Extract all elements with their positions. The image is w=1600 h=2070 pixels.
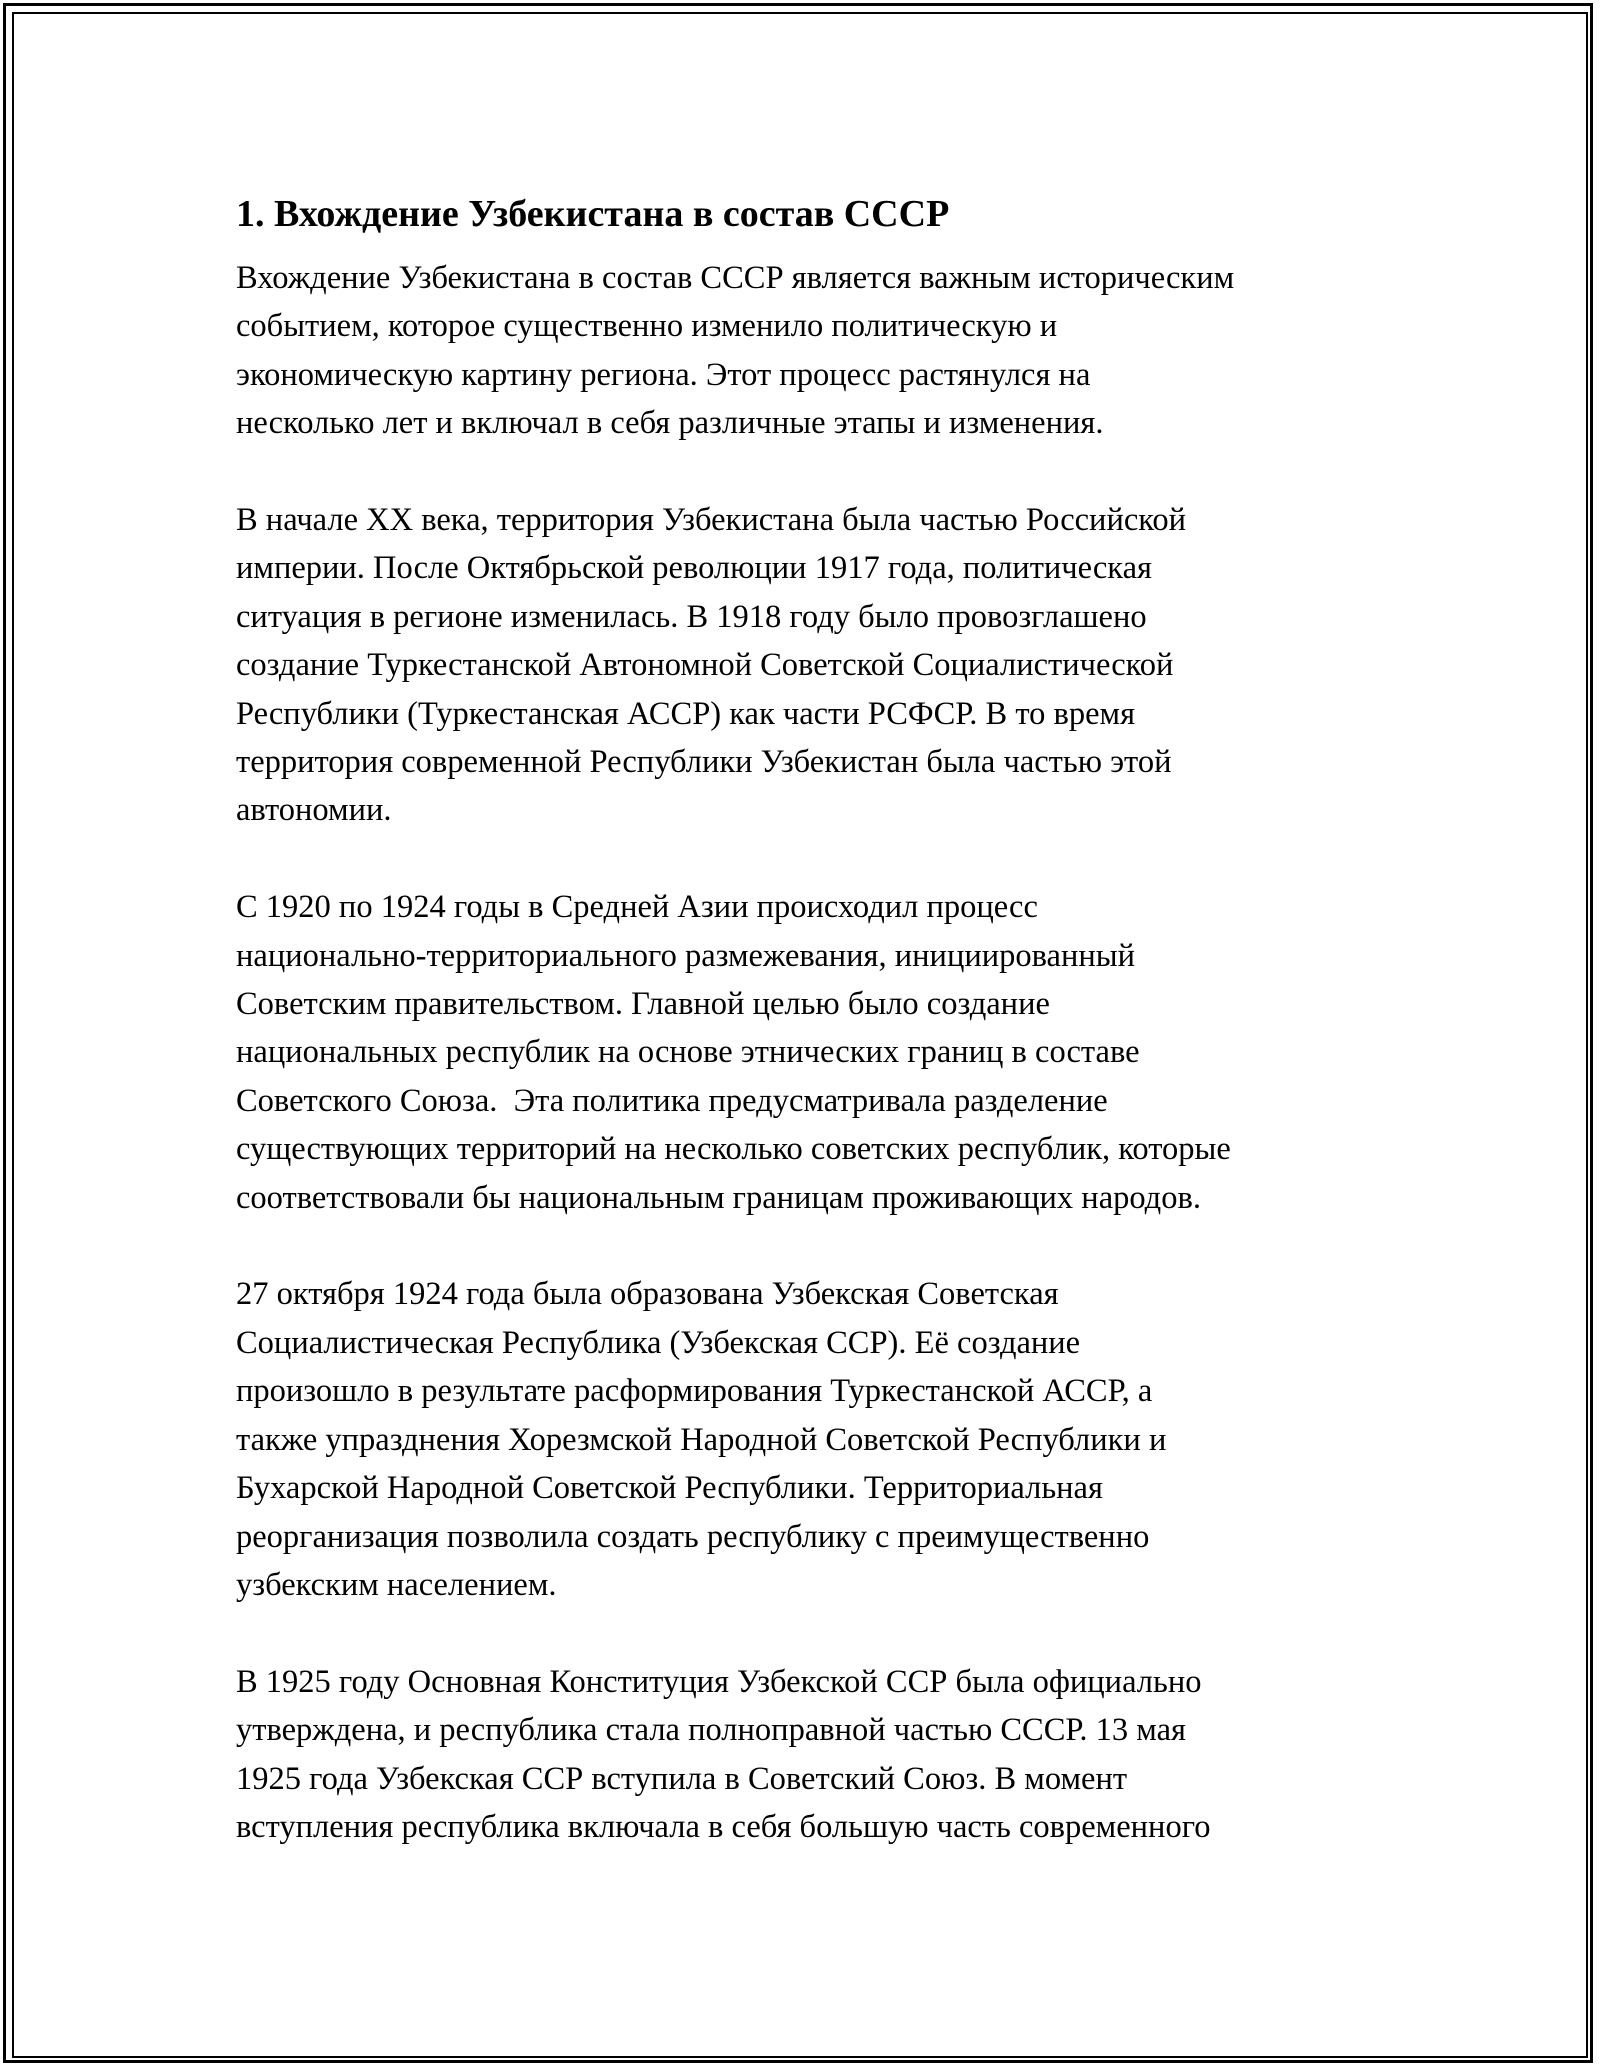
paragraph [236,254,1376,448]
text-line: 27 октября 1924 года была образована Узбекская Советская [236,1276,1059,1313]
text-line: национальных республик на основе этнических границ в составе [236,1034,1140,1071]
text-line: С 1920 по 1924 годы в Средней Азии происходил процесс [236,889,1038,926]
text-line: вступления республика включала в себя большую часть современного [236,1808,1211,1845]
text-line: реорганизация позволила создать республику с преимущественно [236,1518,1150,1555]
text-line: Республики (Туркестанская АССР) как части РСФСР. В то время [236,695,1136,732]
paragraph [236,883,1376,1222]
text-line: произошло в результате расформирования Туркестанской АССР, а [236,1373,1153,1410]
text-line: экономическую картину региона. Этот процесс растянулся на [236,356,1091,393]
text-line: В начале XX века, территория Узбекистана была частью Российской [236,502,1187,539]
document-body [236,186,1376,1900]
text-line: несколько лет и включал в себя различные этапы и изменения. [236,405,1104,442]
text-line: Вхождение Узбекистана в состав СССР является важным историческим [236,260,1235,296]
text-line: существующих территорий на несколько советских республик, которые [236,1131,1231,1168]
text-line: Советским правительством. Главной целью было создание [236,986,1050,1023]
text-line: ситуация в регионе изменилась. В 1918 году было провозглашено [236,598,1147,635]
text-line: Социалистическая Республика (Узбекская ССР). Её создание [236,1324,1081,1361]
text-line: создание Туркестанской Автономной Советской Социалистической [236,647,1174,684]
text-line: территория современной Республики Узбекистан была частью этой [236,744,1172,781]
text-line: империи. После Октябрьской революции 1917 года, политическая [236,550,1152,587]
paragraph [236,1658,1376,1852]
text-line: соответствовали бы национальным границам проживающих народов. [236,1179,1201,1216]
paragraphs-container [236,254,1376,1851]
text-line: В 1925 году Основная Конституция Узбекской ССР была официально [236,1663,1202,1700]
paragraph [236,1270,1376,1609]
text-line: национально-территориального размежевания, инициированный [236,937,1135,974]
text-line: также упразднения Хорезмской Народной Советской Республики и [236,1421,1167,1458]
text-line: Бухарской Народной Советской Республики. Территориальная [236,1470,1103,1507]
text-line: событием, которое существенно изменило политическую и [236,308,1058,345]
paragraph [236,496,1376,835]
text-line: Советского Союза. Эта политика предусматривала разделение [236,1082,1108,1119]
section-heading: 1. Вхождение Узбекистана в состав СССР [236,193,950,235]
text-line: узбекским населением. [236,1566,557,1603]
text-line: автономии. [236,792,392,829]
text-line: 1925 года Узбекская ССР вступила в Советский Союз. В момент [236,1760,1128,1797]
text-line: утверждена, и республика стала полноправной частью СССР. 13 мая [236,1712,1187,1749]
